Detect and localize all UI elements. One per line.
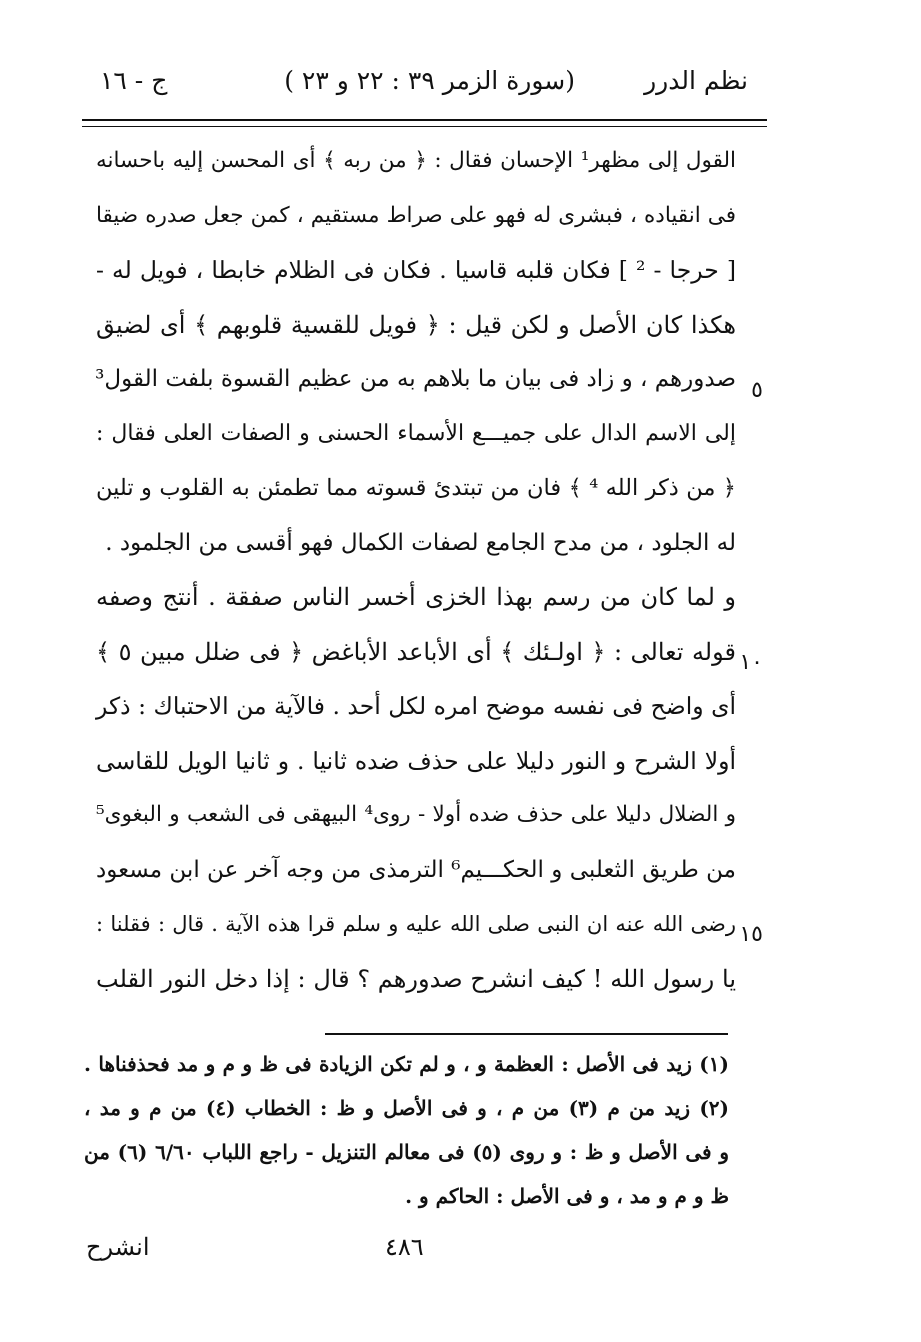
line-number-10: ١٠: [739, 650, 763, 675]
text-line: له الجلود ، من مدح الجامع لصفات الكمال فهو أقسى من الجلمود .: [105, 529, 736, 556]
line-number-15: ١٥: [739, 922, 763, 947]
footnote-rule: [325, 1033, 728, 1035]
footnote-line: ظ و م و مد ، و فى الأصل : الحاكم و .: [405, 1184, 729, 1208]
line-number-5: ٥: [751, 378, 763, 403]
text-line: إلى الاسم الدال على جميـــع الأسماء الحسنى و الصفات العلى فقال :: [96, 420, 736, 446]
surah-reference: (سورة الزمر ٣٩ : ٢٢ و ٢٣ ): [284, 66, 575, 95]
text-line: و الضلال دليلا على حذف ضده أولا - روى⁴ البيهقى فى الشعب و البغوى⁵: [96, 802, 736, 827]
text-line: أى واضح فى نفسه موضح امره لكل أحد . فالآية من الاحتباك : ذكر: [95, 692, 736, 720]
text-line: و لما كان من رسم بهذا الخزى أخسر الناس صفقة . أنتج وصفه: [96, 583, 736, 611]
catchword: انشرح: [86, 1233, 150, 1261]
running-title: نظم الدرر: [644, 66, 748, 95]
footnotes: [84, 1042, 729, 1218]
text-line: صدورهم ، و زاد فى بيان ما بلاهم به من عظيم القسوة بلفت القول³: [95, 366, 736, 392]
main-text: [96, 134, 736, 1006]
header-rule-thin: [82, 126, 767, 127]
volume-part: ج - ١٦: [100, 66, 168, 95]
text-line: [ حرجا - ² ] فكان قلبه قاسيا . فكان فى الظلام خابطا ، فويل له -: [96, 256, 736, 284]
text-line: من طريق الثعلبى و الحكـــيم⁶ الترمذى من وجه آخر عن ابن مسعود: [96, 856, 736, 883]
text-line: هكذا كان الأصل و لكن قيل : ﴿ فويل للقسية قلوبهم ﴾ أى لضيق: [96, 310, 736, 339]
page-header: [80, 60, 760, 110]
text-line: أولا الشرح و النور دليلا على حذف ضده ثانيا . و ثانيا الويل للقاسى: [96, 746, 736, 775]
footnote-line: (٢) زيد من م (٣) من م ، و فى الأصل و ظ : الخطاب (٤) من م و مد ،: [84, 1096, 730, 1120]
text-line: قوله تعالى : ﴿ اولـئك ﴾ أى الأباعد الأباغض ﴿ فى ضلل مبين ٥ ﴾: [96, 637, 736, 666]
text-line: يا رسول الله ! كيف انشرح صدورهم ؟ قال : إذا دخل النور القلب: [96, 964, 736, 993]
text-line: ﴿ من ذكر الله ⁴ ﴾ فان من تبتدئ قسوته مما تطمئن به القلوب و تلين: [96, 475, 736, 501]
footnote-line: (١) زيد فى الأصل : العظمة و ، و لم تكن الزيادة فى ظ و م و مد فحذفناها .: [84, 1052, 729, 1076]
page-number: ٤٨٦: [385, 1233, 424, 1261]
footnote-line: و فى الأصل و ظ : و روى (٥) فى معالم التنزيل - راجع اللباب ٦/٦٠ (٦) من: [84, 1140, 730, 1164]
header-rule: [82, 119, 767, 121]
text-line: القول إلى مظهر¹ الإحسان فقال : ﴿ من ربه ﴾ أى المحسن إليه باحسانه: [96, 148, 736, 173]
text-line: فى انقياده ، فبشرى له فهو على صراط مستقيم ، كمن جعل صدره ضيقا: [96, 202, 736, 228]
text-line: رضى الله عنه ان النبى صلى الله عليه و سلم قرا هذه الآية . قال : فقلنا :: [96, 912, 736, 936]
